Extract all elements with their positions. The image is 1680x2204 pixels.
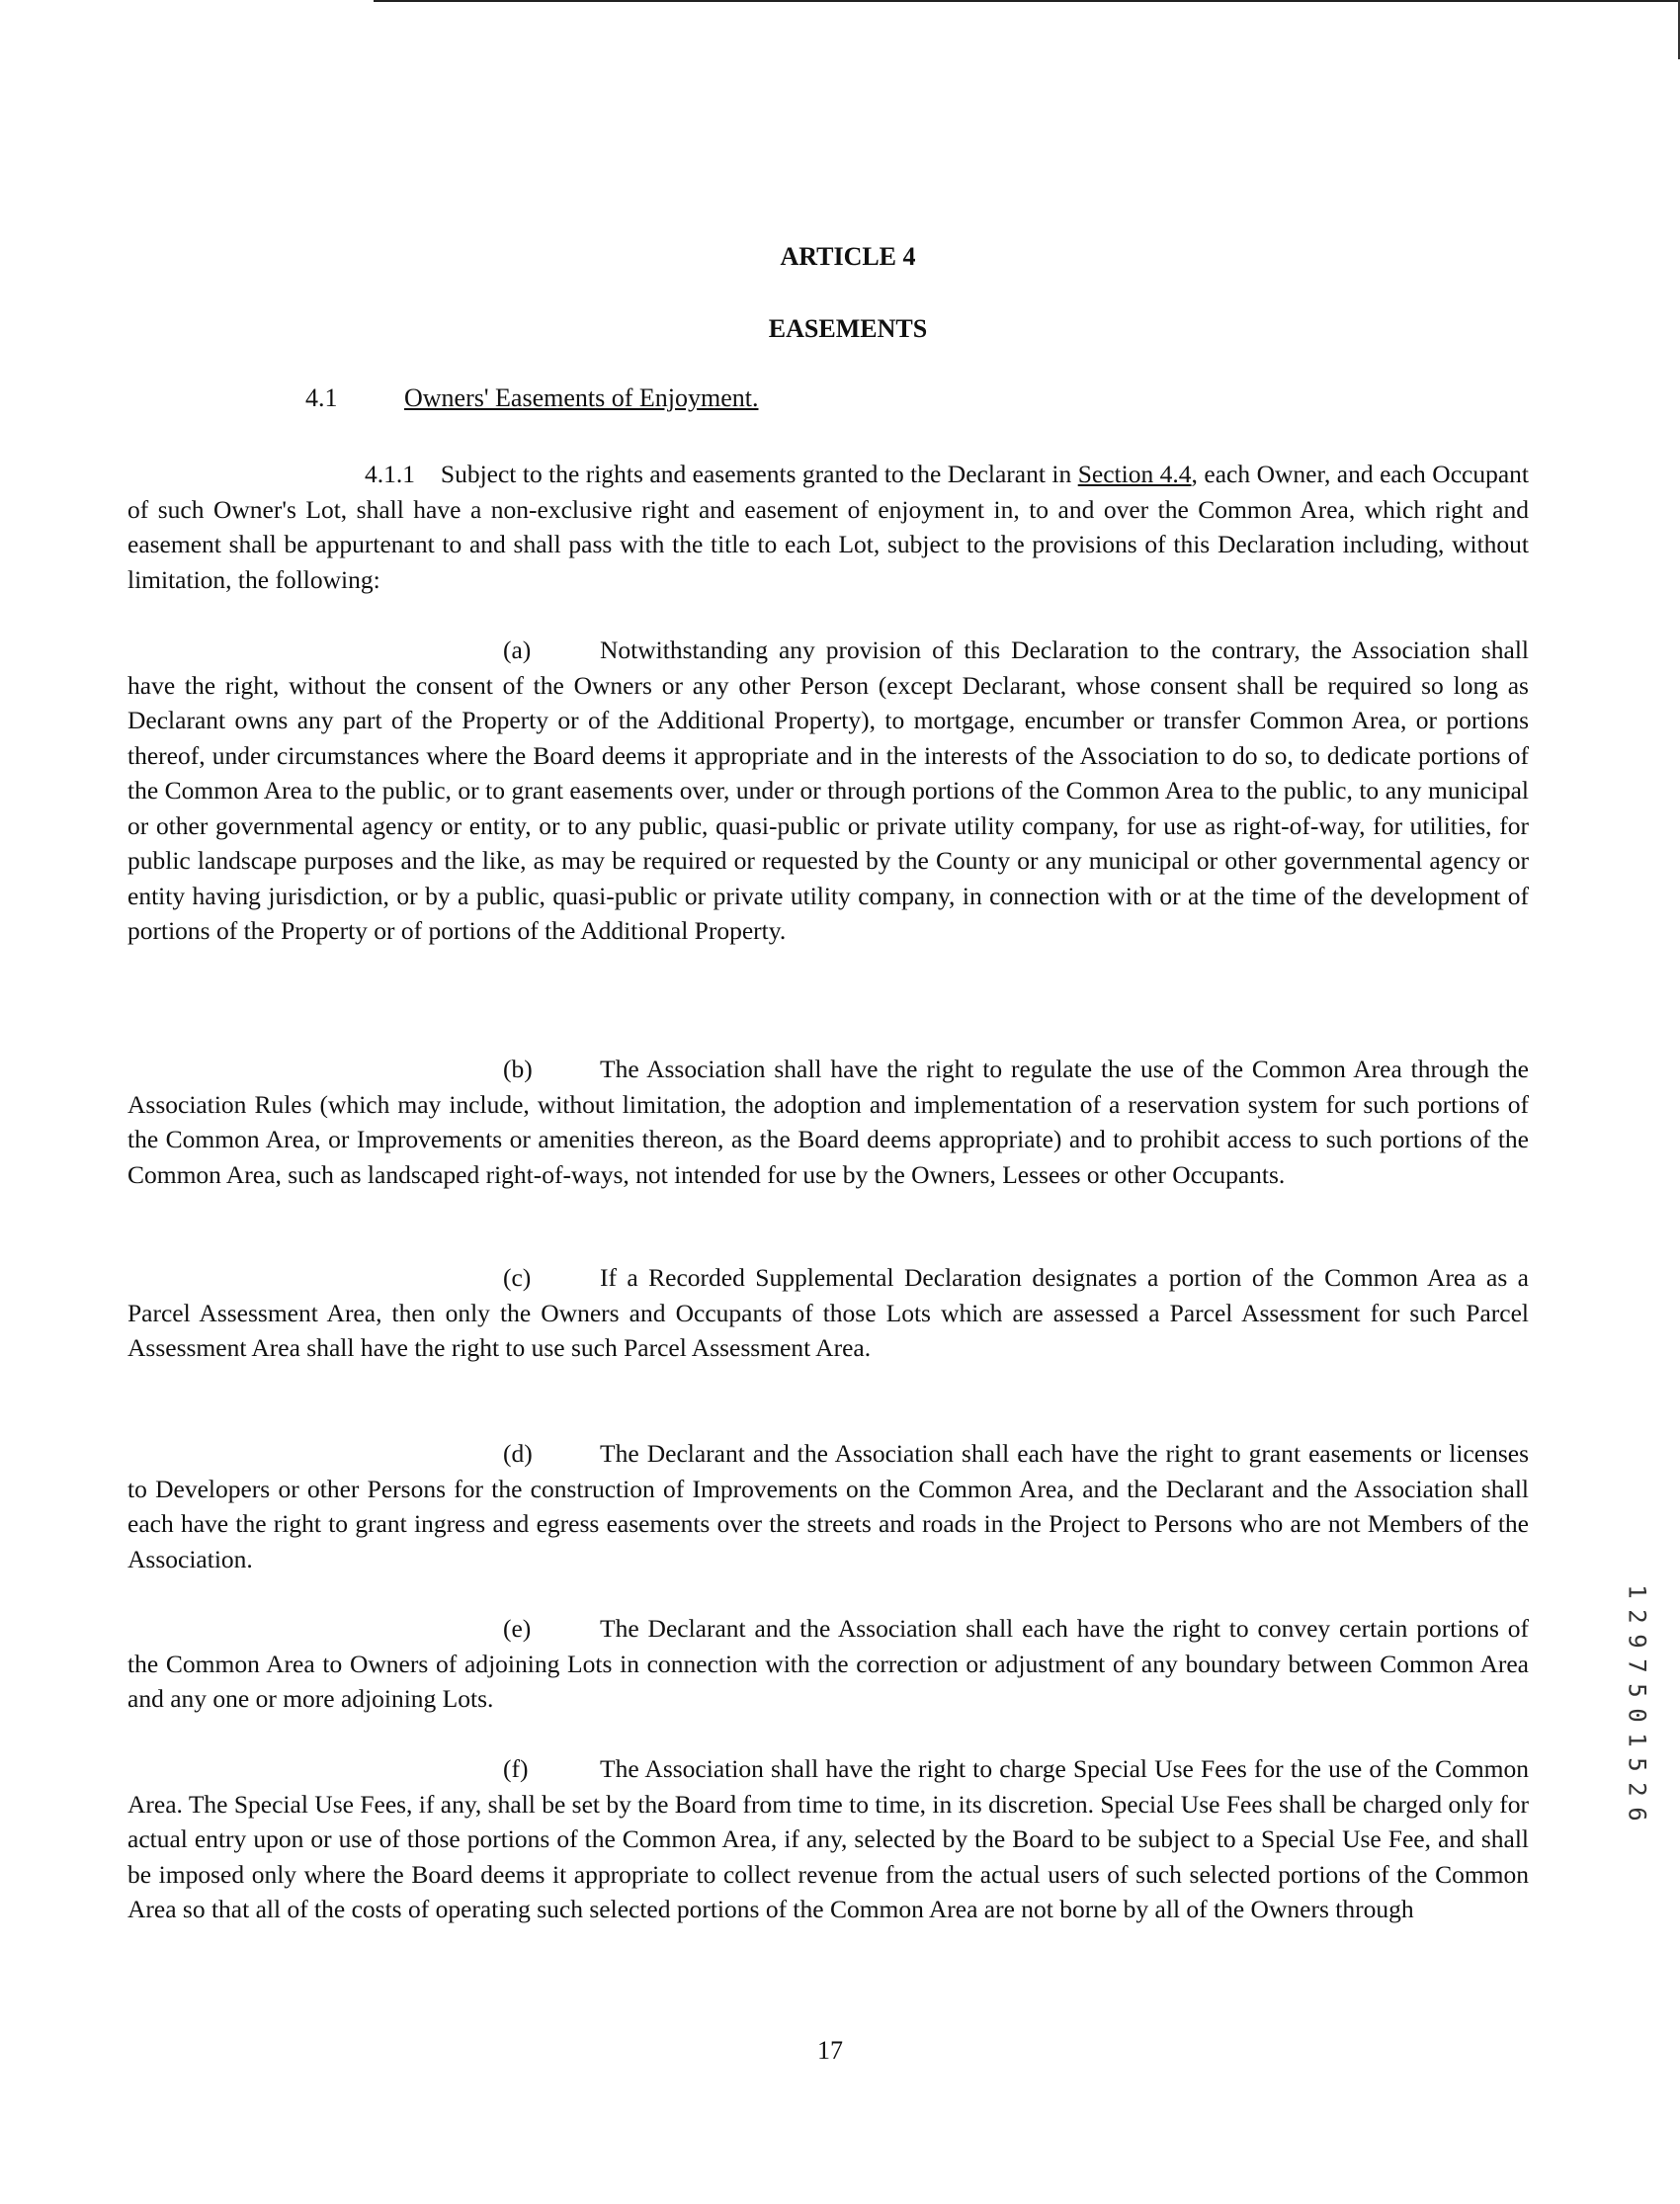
list-item <box>127 1052 1529 1192</box>
item-text: The Association shall have the right to charge Special Use Fees for the use of the Common Area. The Special Use Fees, if any, shall be set by the Board from time to time, in its discretion. Special Use Fees shall be charged only for actual entry upon or use of those portions of the Common Area, if any, selected by the Board to be subject to a Special Use Fee, and shall be imposed only where the Board deems it appropriate to collect revenue from the actual users of such selected portions of the Common Area so that all of the costs of operating such selected portions of the Common Area are not borne by all of the Owners through <box>127 1754 1529 1923</box>
list-item <box>127 1436 1529 1576</box>
stamp-digit: 7 <box>1623 1658 1651 1673</box>
item-text: If a Recorded Supplemental Declaration designates a portion of the Common Area as a Parcel Assessment Area, then only the Owners and Occupants of those Lots which are assessed a Parcel Assessment for such Parcel Assessment Area shall have the right to use such Parcel Assessment Area. <box>127 1263 1529 1362</box>
subsection-number: 4.1.1 <box>365 460 415 488</box>
item-label: (c) <box>503 1263 532 1292</box>
section-title: Owners' Easements of Enjoyment. <box>404 383 759 412</box>
top-border-line <box>374 0 1680 2</box>
stamp-digit: 9 <box>1623 1634 1651 1649</box>
list-item <box>127 633 1529 949</box>
stamp-digit: 6 <box>1623 1807 1651 1822</box>
list-item <box>127 1260 1529 1366</box>
stamp-digit: 0 <box>1623 1708 1651 1723</box>
page-number: 17 <box>817 2036 843 2065</box>
subsection-paragraph <box>127 457 1529 597</box>
stamp-digit: 2 <box>1623 1782 1651 1797</box>
recording-number-stamp <box>1617 1579 1656 1826</box>
item-label: (b) <box>503 1055 533 1083</box>
item-text: The Association shall have the right to regulate the use of the Common Area through the Association Rules (which may include, without limitation, the adoption and implementation of a reservation system for such portions of the Common Area, or Improvements or amenities thereon, as the Board deems appropriate) and to prohibit access to such portions of the Common Area, such as landscaped right-of-ways, not intended for use by the Owners, Lessees or other Occupants. <box>127 1055 1529 1189</box>
list-item <box>127 1751 1529 1927</box>
item-text: The Declarant and the Association shall each have the right to grant easements or licenses to Developers or other Persons for the construction of Improvements on the Common Area, and the Declarant and the Association shall each have the right to grant ingress and egress easements over the streets and roads in the Project to Persons who are not Members of the Association. <box>127 1439 1529 1573</box>
item-label: (f) <box>503 1754 529 1783</box>
list-item <box>127 1611 1529 1717</box>
stamp-digit: 1 <box>1623 1584 1651 1599</box>
item-label: (d) <box>503 1439 533 1468</box>
section-heading <box>305 383 759 413</box>
item-text: The Declarant and the Association shall each have the right to convey certain portions of the Common Area to Owners of adjoining Lots in connection with the correction or adjustment of any boundary between Common Area and any one or more adjoining Lots. <box>127 1614 1529 1713</box>
stamp-digit: 5 <box>1623 1683 1651 1698</box>
article-title: EASEMENTS <box>768 314 928 343</box>
stamp-digit: 2 <box>1623 1609 1651 1624</box>
subsection-text-start: Subject to the rights and easements granted to the Declarant in <box>440 460 1078 488</box>
stamp-digit: 5 <box>1623 1757 1651 1772</box>
subsection-text-end: , each Owner, and each Occupant of such Owner's Lot, shall have a non-exclusive right and easement of enjoyment in, to and over the Common Area, which right and easement shall be appurtenant to and shall pass with the title to each Lot, subject to the provisions of this Declaration including, without limitation, the following: <box>127 460 1529 594</box>
section-reference: Section 4.4 <box>1077 460 1192 488</box>
stamp-digit: 1 <box>1623 1733 1651 1747</box>
item-label: (a) <box>503 636 532 664</box>
article-heading: ARTICLE 4 <box>780 242 916 271</box>
item-label: (e) <box>503 1614 532 1643</box>
section-number: 4.1 <box>305 383 338 412</box>
item-text: Notwithstanding any provision of this Declaration to the contrary, the Association shall have the right, without the consent of the Owners or any other Person (except Declarant, whose consent shall be required so long as Declarant owns any part of the Property or of the Additional Property), to mortgage, encumber or transfer Common Area, or portions thereof, under circumstances where the Board deems it appropriate and in the interests of the Association to do so, to dedicate portions of the Common Area to the public, or to grant easements over, under or through portions of the Common Area to the public, to any municipal or other governmental agency or entity, or to any public, quasi-public or private utility company, for use as right-of-way, for utilities, for public landscape purposes and the like, as may be required or requested by the County or any municipal or other governmental agency or entity having jurisdiction, or by a public, quasi-public or private utility company, in connection with or at the time of the development of portions of the Property or of portions of the Additional Property. <box>127 636 1529 945</box>
